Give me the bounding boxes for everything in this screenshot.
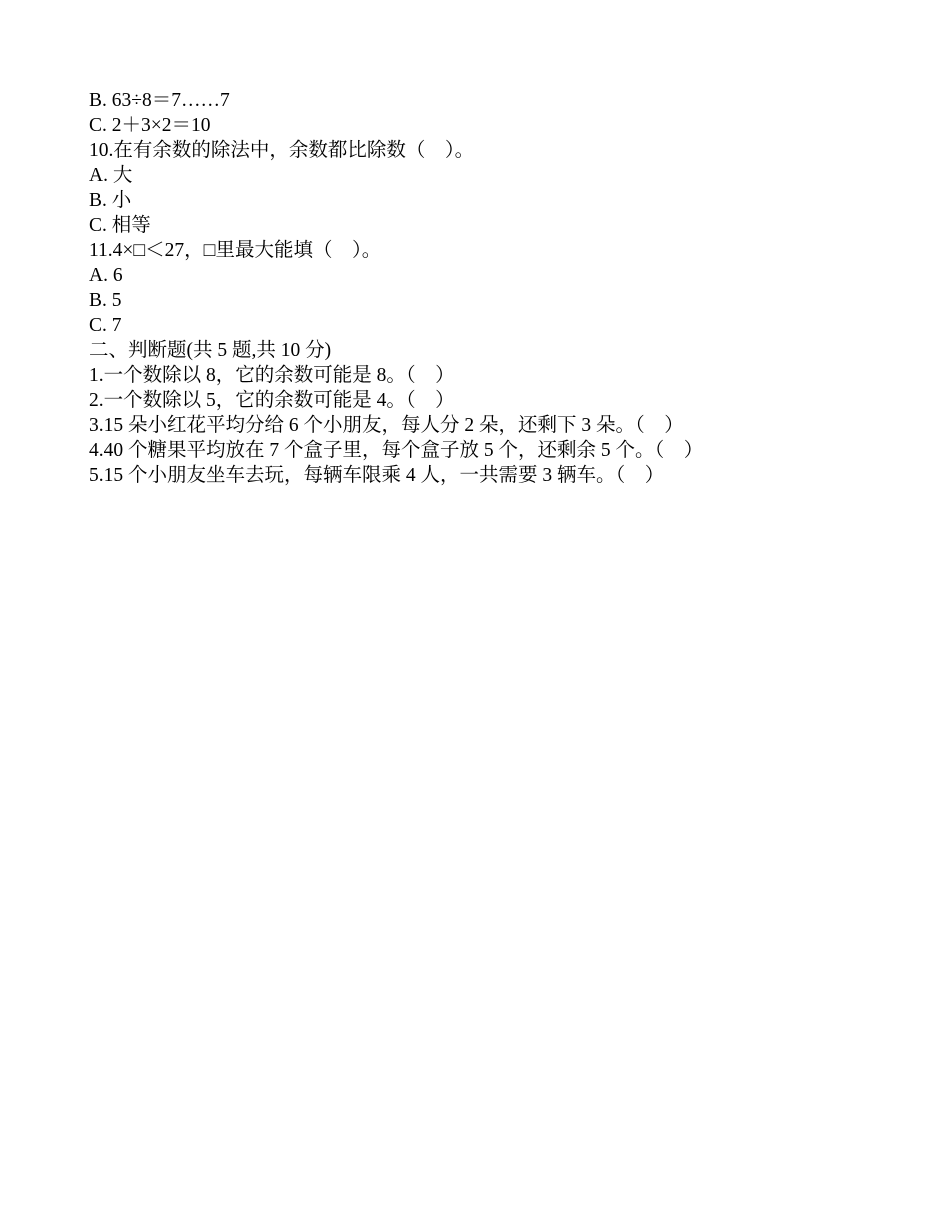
judgment-question-2: 2.一个数除以 5，它的余数可能是 4。（ ） [89,390,455,411]
option-c-q10: C. 相等 [89,215,151,236]
option-a-q10: A. 大 [89,165,133,186]
section-heading-judgment: 二、判断题(共 5 题,共 10 分) [89,340,332,361]
option-b-q10: B. 小 [89,190,132,211]
judgment-question-1: 1.一个数除以 8，它的余数可能是 8。（ ） [89,365,455,386]
option-c-q11: C. 7 [89,315,122,336]
option-a-q11: A. 6 [89,265,123,286]
option-b-q9: B. 63÷8＝7……7 [89,90,230,111]
judgment-question-5: 5.15 个小朋友坐车去玩，每辆车限乘 4 人，一共需要 3 辆车。（ ） [89,465,665,486]
option-c-q9: C. 2＋3×2＝10 [89,115,211,136]
question-11: 11.4×□＜27，□里最大能填（ ）。 [89,240,382,261]
question-10: 10.在有余数的除法中，余数都比除数（ ）。 [89,140,475,161]
document-content [89,88,869,488]
option-b-q11: B. 5 [89,290,122,311]
judgment-question-3: 3.15 朵小红花平均分给 6 个小朋友，每人分 2 朵，还剩下 3 朵。（ ） [89,415,684,436]
judgment-question-4: 4.40 个糖果平均放在 7 个盒子里，每个盒子放 5 个，还剩余 5 个。（ ） [89,440,704,461]
